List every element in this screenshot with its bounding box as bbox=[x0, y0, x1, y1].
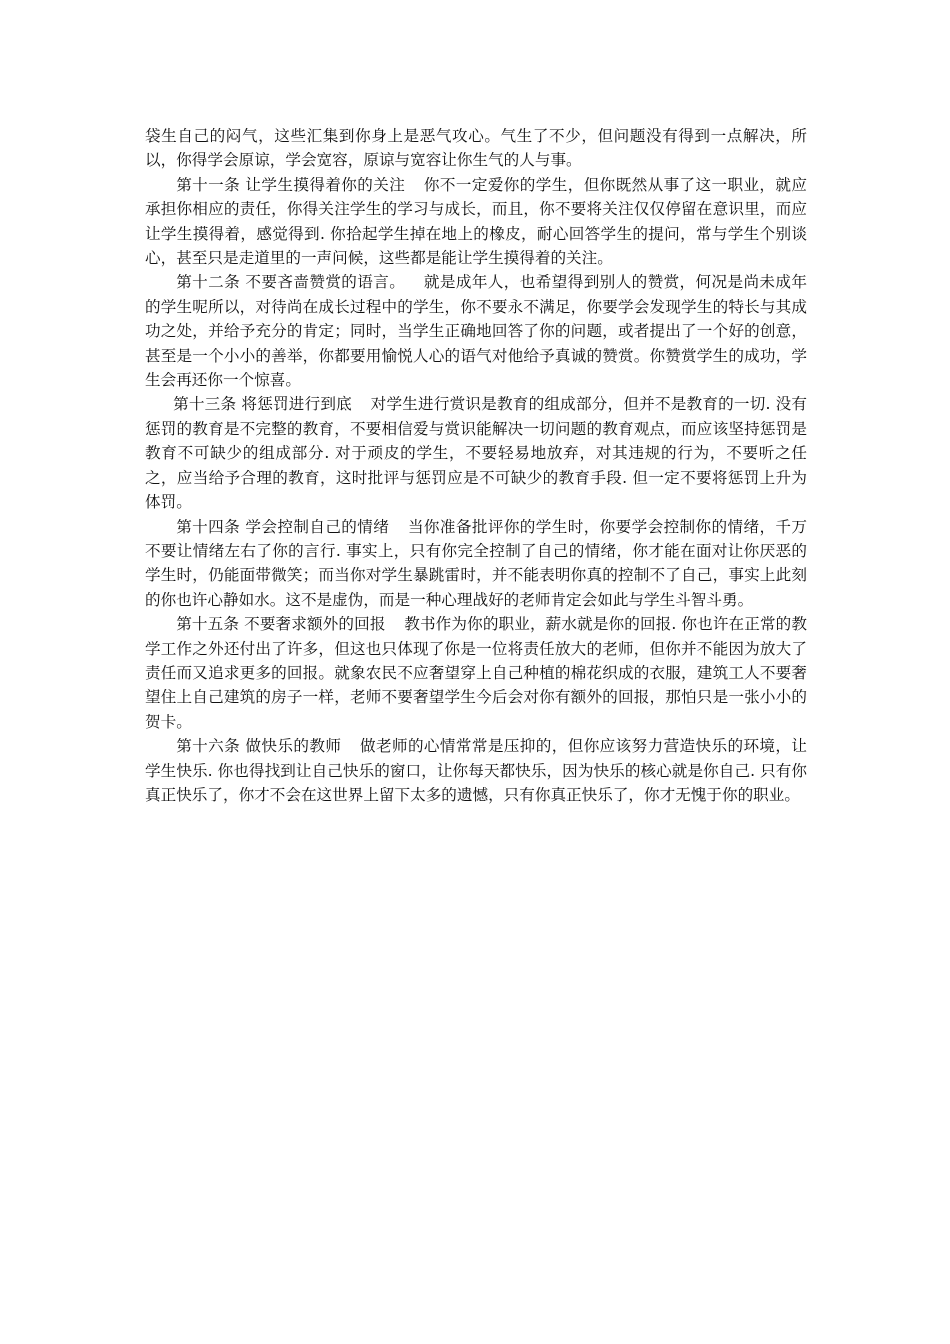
paragraph-continuation: 袋生自己的闷气，这些汇集到你身上是恶气攻心。气生了不少，但问题没有得到一点解决，所以，你得学会原谅，学会宽容，原谅与宽容让你生气的人与事。 bbox=[145, 127, 807, 170]
article-14 bbox=[145, 515, 807, 613]
article-12 bbox=[145, 270, 807, 392]
article-15 bbox=[145, 612, 807, 734]
article-heading: 第十一条 让学生摸得着你的关注 bbox=[176, 175, 406, 194]
article-13 bbox=[145, 392, 807, 514]
article-body: 做老师的心情常常是压抑的，但你应该努力营造快乐的环境，让学生快乐. 你也得找到让自己快乐的窗口，让你每天都快乐，因为快乐的核心就是你自己. 只有你真正快乐了，你才不会在这世界上留下太多的遗憾，只有你真正快乐了，你才无愧于你的职业。 bbox=[145, 737, 807, 804]
article-body: 就是成年人，也希望得到别人的赞赏，何况是尚未成年的学生呢所以，对待尚在成长过程中的学生，你不要永不满足，你要学会发现学生的特长与其成功之处，并给予充分的肯定；同时，当学生正确地回答了你的问题，或者提出了一个好的创意，甚至是一个小小的善举，你都要用愉悦人心的语气对他给予真诚的赞赏。你赞赏学生的成功，学生会再还你一个惊喜。 bbox=[145, 273, 807, 390]
article-body: 你不一定爱你的学生，但你既然从事了这一职业，就应承担你相应的责任，你得关注学生的学习与成长，而且，你不要将关注仅仅停留在意识里，而应让学生摸得着，感觉得到. 你拾起学生掉在地上的橡皮，耐心回答学生的提问，常与学生个别谈心，甚至只是走道里的一声问候，这些都是能让学生摸得着的关注。 bbox=[145, 175, 807, 268]
article-body: 教书作为你的职业，薪水就是你的回报. 你也许在正常的教学工作之外还付出了许多，但这也只体现了你是一位将责任放大的老师，但你并不能因为放大了责任而又追求更多的回报。就象农民不应奢望穿上自己种植的棉花织成的衣服，建筑工人不要奢望住上自己建筑的房子一样，老师不要奢望学生今后会对你有额外的回报，那怕只是一张小小的贺卡。 bbox=[145, 615, 807, 731]
article-heading: 第十三条 将惩罚进行到底 bbox=[173, 395, 352, 414]
article-body: 对学生进行赏识是教育的组成部分，但并不是教育的一切. 没有惩罚的教育是不完整的教育，不要相信爱与赏识能解决一切问题的教育观点，而应该坚持惩罚是教育不可缺少的组成部分. 对于顽皮的学生，不要轻易地放弃，对其违规的行为，不要听之任之，应当给予合理的教育，这时批评与惩罚应是不可缺少的教育手段. 但一定不要将惩罚上升为体罚。 bbox=[145, 395, 807, 512]
article-heading: 第十六条 做快乐的教师 bbox=[176, 737, 342, 756]
article-heading: 第十五条 不要奢求额外的回报 bbox=[176, 615, 386, 634]
article-body: 当你准备批评你的学生时，你要学会控制你的情绪，千万不要让情绪左右了你的言行. 事实上，只有你完全控制了自己的情绪，你才能在面对让你厌恶的学生时，仍能面带微笑；而当你对学生暴跳雷时，并不能表明你真的控制不了自己，事实上此刻的你也许心静如水。这不是虚伪，而是一种心理战好的老师肯定会如此与学生斗智斗勇。 bbox=[145, 517, 807, 609]
article-16 bbox=[145, 734, 807, 807]
article-11 bbox=[145, 173, 807, 271]
document-page bbox=[145, 124, 807, 807]
article-heading: 第十二条 不要吝啬赞赏的语言。 bbox=[176, 273, 406, 292]
article-heading: 第十四条 学会控制自己的情绪 bbox=[176, 517, 390, 536]
